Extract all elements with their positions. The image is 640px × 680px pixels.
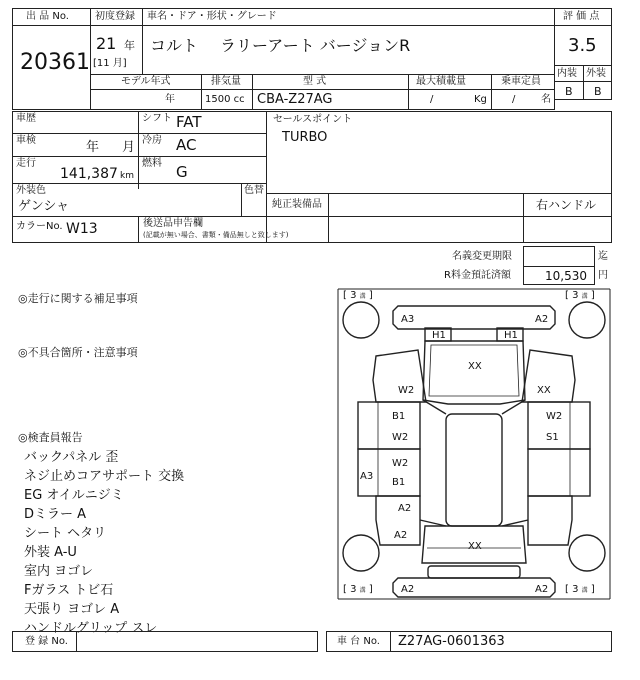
damage-rear-fender-right: XX xyxy=(537,385,551,396)
damage-rear-door-right-1: W2 xyxy=(546,411,563,422)
capacity-value: / xyxy=(512,94,516,105)
damage-rear-door-left-1: B1 xyxy=(392,411,406,422)
tire-bottom-left xyxy=(343,535,379,571)
aftermarket-note: (記載が無い場合、書類・備品無しと致します) xyxy=(143,231,289,239)
car-grade: ラリーアート バージョンR xyxy=(220,36,411,55)
tire-br-label: [ 3 溝 ] xyxy=(565,584,595,595)
driving-notes-label: ◎走行に関する補足事項 xyxy=(18,292,138,305)
model-code: CBA-Z27AG xyxy=(257,92,333,107)
aircon-label: 冷房 xyxy=(142,135,162,146)
damage-rear-bumper-right: A2 xyxy=(535,314,549,325)
damage-front-door-left-1: W2 xyxy=(392,458,409,469)
defects-label: ◎不具合箇所・注意事項 xyxy=(18,346,138,359)
capacity-label: 乗車定員 xyxy=(501,76,541,87)
fuel-label: 燃料 xyxy=(142,158,162,169)
damage-rear-glass: XX xyxy=(468,361,482,372)
genuine-equipment-label: 純正装備品 xyxy=(272,199,322,210)
mileage-label: 走行 xyxy=(16,158,36,169)
front-fender-right xyxy=(528,496,572,545)
inspector-item: シート ヘタリ xyxy=(24,526,107,541)
displacement-label: 排気量 xyxy=(211,76,241,87)
front-bumper xyxy=(393,578,555,597)
fuel-value: G xyxy=(176,163,188,181)
damage-front-fender-left-1: A2 xyxy=(398,503,412,514)
damage-rear-bumper-left: A3 xyxy=(401,314,415,325)
damage-rear-door-right-2: S1 xyxy=(546,432,559,443)
max-load-unit: Kg xyxy=(474,94,487,105)
damage-tail-left: H1 xyxy=(432,330,446,341)
shift-label: シフト xyxy=(142,113,172,124)
damage-rear-fender-left: W2 xyxy=(398,385,415,396)
interior-label: 内装 xyxy=(557,68,577,79)
inspector-item: Dミラー A xyxy=(24,507,87,522)
inspection-month-unit: 月 xyxy=(122,140,136,155)
car-name-label: 車名・ドア・形状・グレード xyxy=(147,11,277,22)
damage-rear-door-left-2: W2 xyxy=(392,432,409,443)
rear-door-right xyxy=(528,402,590,449)
max-load-label: 最大積載量 xyxy=(416,76,466,87)
first-reg-year: 21 xyxy=(96,34,117,53)
rear-door-left xyxy=(358,402,420,449)
model-year-unit: 年 xyxy=(165,94,175,105)
displacement-value: 1500 cc xyxy=(205,94,245,105)
car-name: コルト xyxy=(150,36,199,55)
inspector-item: 天張り ヨゴレ A xyxy=(24,602,120,617)
color-change-label: 色替 xyxy=(244,185,264,196)
inspection-year-unit: 年 xyxy=(86,140,100,155)
inspector-item: ハンドルグリップ スレ xyxy=(24,621,158,636)
damage-front-bumper-right: A2 xyxy=(535,584,549,595)
front-grille xyxy=(428,566,520,578)
first-reg-label: 初度登録 xyxy=(95,11,135,22)
damage-front-bumper-left: A2 xyxy=(401,584,415,595)
chassis-no: Z27AG-0601363 xyxy=(398,634,505,649)
chassis-label: 車 台 No. xyxy=(337,636,380,647)
reg-no-label: 登 録 No. xyxy=(25,636,68,647)
first-reg-month: [11 月] xyxy=(93,58,127,69)
name-change-unit: 迄 xyxy=(598,251,608,262)
capacity-unit: 名 xyxy=(541,94,551,105)
shift-value: FAT xyxy=(176,113,202,131)
name-change-label: 名義変更期限 xyxy=(452,251,512,262)
inspector-item: Fガラス トビ石 xyxy=(24,583,114,598)
lot-number-label: 出 品 No. xyxy=(26,11,69,22)
sales-point-label: セールスポイント xyxy=(273,114,353,125)
damage-tail-right: H1 xyxy=(504,330,518,341)
inspection-label: 車検 xyxy=(16,135,36,146)
aftermarket-label: 後送品申告欄 xyxy=(143,218,203,229)
interior-grade: B xyxy=(565,85,573,98)
aircon-value: AC xyxy=(176,136,197,154)
inspector-report-label: ◎検査員報告 xyxy=(18,431,83,444)
recycle-label: R料金預託済額 xyxy=(444,270,511,281)
damage-windshield: XX xyxy=(468,541,482,552)
recycle-value: 10,530 xyxy=(545,269,587,283)
rear-bumper xyxy=(393,306,555,329)
exterior-label: 外装 xyxy=(586,68,606,79)
inspector-item: 外装 A-U xyxy=(24,545,77,560)
recycle-unit: 円 xyxy=(598,270,608,281)
cabin xyxy=(420,400,528,526)
tire-tr-label: [ 3 溝 ] xyxy=(565,290,595,301)
damage-front-door-left-2: B1 xyxy=(392,477,406,488)
roof xyxy=(446,414,502,526)
score-label: 評 価 点 xyxy=(563,11,600,22)
tire-top-left xyxy=(343,302,379,338)
history-label: 車歴 xyxy=(16,113,36,124)
damage-sill-left: A3 xyxy=(360,471,374,482)
mileage-unit: km xyxy=(120,171,134,181)
damage-front-fender-left-2: A2 xyxy=(394,530,408,541)
inspector-item: ネジ止めコアサポート 交換 xyxy=(24,469,185,484)
mileage-value: 141,387 xyxy=(60,166,118,182)
tire-bl-label: [ 3 溝 ] xyxy=(343,584,373,595)
rear-body xyxy=(423,341,525,404)
exterior-color-value: ゲンシャ xyxy=(18,199,70,214)
model-code-label: 型 式 xyxy=(303,76,327,87)
score-value: 3.5 xyxy=(568,35,597,56)
color-no-label: カラーNo. xyxy=(16,221,63,232)
inspector-item: 室内 ヨゴレ xyxy=(24,564,94,579)
max-load-value: / xyxy=(430,94,434,105)
color-no-value: W13 xyxy=(66,221,98,237)
sales-point-value: TURBO xyxy=(282,130,328,145)
model-year-label: モデル年式 xyxy=(121,76,171,87)
inspector-item: バックパネル 歪 xyxy=(24,450,119,465)
inspector-item: EG オイルニジミ xyxy=(24,488,124,503)
exterior-grade: B xyxy=(594,85,602,98)
exterior-color-label: 外装色 xyxy=(16,185,46,196)
tire-tl-label: [ 3 溝 ] xyxy=(343,290,373,301)
tire-bottom-right xyxy=(569,535,605,571)
first-reg-year-unit: 年 xyxy=(124,39,135,52)
lot-number: 20361 xyxy=(20,50,90,75)
steering-value: 右ハンドル xyxy=(536,198,597,212)
front-door-right xyxy=(528,449,590,496)
tire-top-right xyxy=(569,302,605,338)
